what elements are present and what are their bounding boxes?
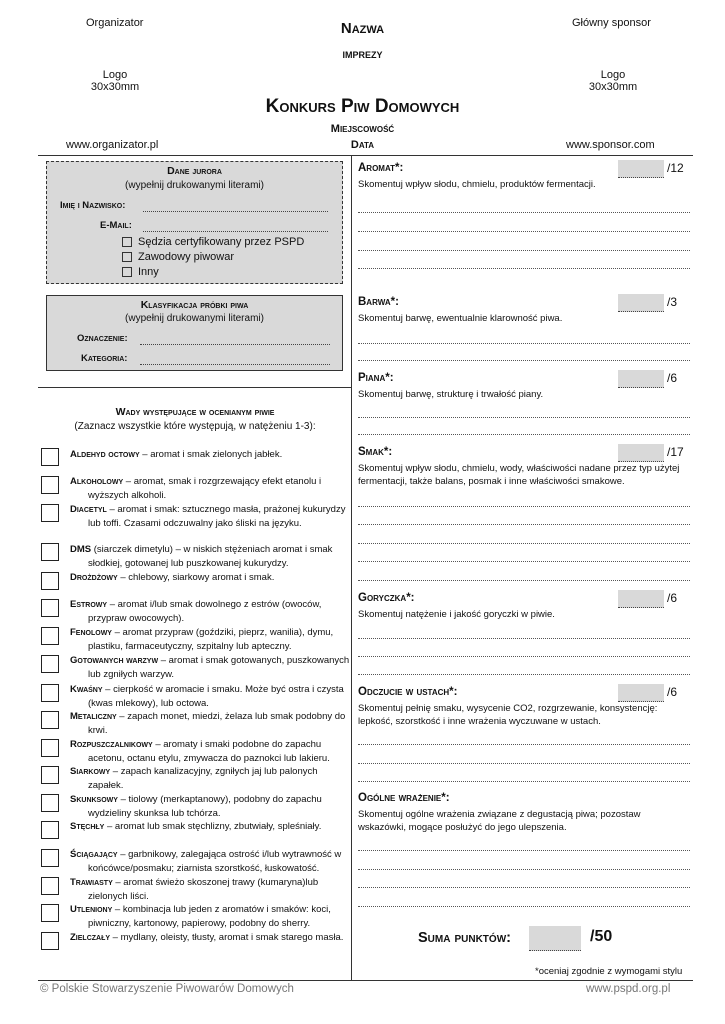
section-description-taste: Skomentuj wpływ słodu, chmielu, wody, właściwości nadane przez typ użytej fermentacji, także balans, posmak i inne właściwości smakowe.	[358, 463, 680, 487]
comment-line[interactable]	[358, 580, 690, 581]
score-max-mouthfeel: /6	[667, 685, 678, 699]
defect-name: Skunksowy	[70, 794, 118, 805]
comment-line[interactable]	[358, 561, 690, 562]
defect-checkbox[interactable]	[41, 766, 59, 784]
section-description-color: Skomentuj barwę, ewentualnie klarowność piwa.	[358, 313, 563, 324]
logo-left	[80, 69, 150, 93]
defect-checkbox[interactable]	[41, 904, 59, 922]
defect-description: – aromat i smak zielonych jabłek.	[139, 449, 283, 460]
style-note: *oceniaj zgodnie z wymogami stylu	[535, 966, 683, 977]
defect-item	[70, 475, 350, 502]
event-name-line2: imprezy	[342, 46, 383, 61]
section-description-bitterness: Skomentuj natężenie i jakość goryczki w piwie.	[358, 609, 555, 620]
defect-item	[70, 710, 350, 737]
defect-checkbox[interactable]	[41, 572, 59, 590]
score-field-foam[interactable]	[618, 370, 664, 388]
defect-item	[70, 876, 350, 903]
judge-name-field[interactable]	[143, 211, 328, 212]
defect-description: – aromat świeżo skoszonej trawy (kumaryna)lub zielonych liści.	[88, 877, 319, 902]
comment-line[interactable]	[358, 250, 690, 251]
score-max-aroma: /12	[667, 161, 684, 175]
defect-checkbox[interactable]	[41, 627, 59, 645]
comment-line[interactable]	[358, 506, 690, 507]
judge-option-label: Zawodowy piwowar	[138, 251, 234, 263]
defect-checkbox[interactable]	[41, 543, 59, 561]
total-score-field[interactable]	[529, 926, 581, 951]
judge-subtitle: (wypełnij drukowanymi literami)	[125, 180, 264, 191]
score-max-foam: /6	[667, 371, 678, 385]
defect-description: – chlebowy, siarkowy aromat i smak.	[117, 572, 275, 583]
defect-checkbox[interactable]	[41, 655, 59, 673]
defect-checkbox[interactable]	[41, 794, 59, 812]
sponsor-label: Główny sponsor	[572, 17, 651, 29]
defect-item	[70, 738, 350, 765]
defect-item	[70, 598, 350, 625]
defect-checkbox[interactable]	[41, 821, 59, 839]
left-divider	[38, 387, 352, 388]
comment-line[interactable]	[358, 417, 690, 418]
organizer-url[interactable]: www.organizator.pl	[66, 139, 159, 151]
defect-name: Gotowanych warzyw	[70, 655, 159, 666]
judge-title: Dane jurora	[167, 165, 222, 177]
sample-mark-label: Oznaczenie:	[77, 333, 128, 344]
defect-item	[70, 503, 350, 530]
defect-name: Kwaśny	[70, 684, 103, 695]
defect-description: – aromat, smak i rozgrzewający efekt etanolu i wyższych alkoholi.	[88, 476, 322, 501]
defect-item	[70, 543, 350, 570]
defect-name: Stęchły	[70, 821, 105, 832]
comment-line[interactable]	[358, 763, 690, 764]
judge-email-field[interactable]	[143, 231, 328, 232]
judge-option-other[interactable]	[122, 265, 304, 280]
defect-description: – tiolowy (merkaptanowy), podobny do zapachu wydzieliny skunksa lub tchórza.	[88, 794, 322, 819]
defect-checkbox[interactable]	[41, 877, 59, 895]
defect-item	[70, 848, 350, 875]
section-title-mouthfeel: Odczucie w ustach*:	[358, 686, 458, 698]
score-field-aroma[interactable]	[618, 160, 664, 178]
sample-category-label: Kategoria:	[81, 353, 128, 364]
defect-name: Fenolowy	[70, 627, 112, 638]
defect-checkbox[interactable]	[41, 684, 59, 702]
header-divider	[38, 155, 693, 156]
sample-mark-field[interactable]	[140, 344, 330, 345]
section-title-aroma: Aromat*:	[358, 162, 404, 174]
score-field-bitterness[interactable]	[618, 590, 664, 608]
defect-description: – aromaty i smaki podobne do zapachu acetonu, octanu etylu, zmywacza do paznokci lub lakieru.	[88, 739, 330, 764]
total-label: Suma punktów:	[418, 930, 511, 946]
defect-checkbox[interactable]	[41, 448, 59, 466]
defect-description: – aromat lub smak stęchlizny, zbutwiały, spleśniały.	[104, 821, 322, 832]
event-name-line1: Nazwa	[340, 20, 385, 37]
defect-checkbox[interactable]	[41, 476, 59, 494]
defect-description: – garbnikowy, zalegająca ostrość i/lub wytrawność w końcówce/posmaku; ziarnista szorstkość, łuskowatość.	[88, 849, 342, 874]
section-title-foam: Piana*:	[358, 372, 394, 384]
defect-description: – aromat i smak: sztucznego masła, prażonej kukurydzy lub toffi. Czasami odczuwalny jako śliski na języku.	[88, 504, 346, 529]
contest-title: Konkurs Piw Domowych	[265, 96, 460, 117]
section-description-aroma: Skomentuj wpływ słodu, chmielu, produktów fermentacji.	[358, 179, 596, 190]
defect-name: Diacetyl	[70, 504, 107, 515]
defect-description: – aromat przypraw (goździki, pieprz, wanilia), dymu, plastiku, farmaceutyczny, szpitalny lub apteczny.	[88, 627, 334, 652]
score-field-color[interactable]	[618, 294, 664, 312]
sample-subtitle: (wypełnij drukowanymi literami)	[125, 313, 264, 324]
defect-description: – cierpkość w aromacie i smaku. Może być ostra i czysta (kwas mlekowy), lub octowa.	[88, 684, 344, 709]
judge-option-label: Inny	[138, 266, 159, 278]
score-max-bitterness: /6	[667, 591, 678, 605]
defect-name: Siarkowy	[70, 766, 111, 777]
checkbox[interactable]	[122, 252, 132, 262]
defect-name: Metaliczny	[70, 711, 117, 722]
footer-divider	[38, 980, 693, 981]
date: Data	[350, 139, 375, 151]
footer-url[interactable]: www.pspd.org.pl	[586, 983, 671, 995]
section-title-color: Barwa*:	[358, 296, 399, 308]
checkbox[interactable]	[122, 237, 132, 247]
comment-line[interactable]	[358, 268, 690, 269]
section-description-mouthfeel: Skomentuj pełnię smaku, wysycenie CO2, rozgrzewanie, konsystencję: lepkość, szorstkość i inne wrażenia wyczuwane w ustach.	[358, 703, 658, 727]
footer-copyright: © Polskie Stowarzyszenie Piwowarów Domowych	[40, 983, 294, 995]
comment-line[interactable]	[358, 781, 690, 782]
logo-left-line1: Logo	[102, 69, 128, 81]
sample-category-field[interactable]	[140, 364, 330, 365]
section-description-overall: Skomentuj ogólne wrażenia związane z degustacją piwa; pozostaw wskazówki, mogące posłużyć do jego ulepszenia.	[358, 809, 641, 833]
section-title-taste: Smak*:	[358, 446, 393, 458]
defect-checkbox[interactable]	[41, 711, 59, 729]
comment-line[interactable]	[358, 343, 690, 344]
total-max: /50	[590, 928, 613, 945]
defect-checkbox[interactable]	[41, 739, 59, 757]
comment-line[interactable]	[358, 360, 690, 361]
center-divider	[351, 155, 352, 980]
defect-name: Rozpuszczalnikowy	[70, 739, 153, 750]
section-title-bitterness: Goryczka*:	[358, 592, 415, 604]
comment-line[interactable]	[358, 524, 690, 525]
sponsor-url[interactable]: www.sponsor.com	[566, 139, 655, 151]
judge-option-brewer[interactable]	[122, 250, 304, 265]
judge-option-label: Sędzia certyfikowany przez PSPD	[138, 236, 305, 248]
defect-description: (siarczek dimetylu) – w niskich stężeniach aromat i smak słodkiej, gotowanej lub puszkowanej kukurydzy.	[88, 544, 333, 569]
comment-line[interactable]	[358, 543, 690, 544]
sample-title: Klasyfikacja próbki piwa	[140, 299, 249, 311]
defects-title: Wady występujące w ocenianym piwie	[115, 406, 275, 418]
checkbox[interactable]	[122, 267, 132, 277]
comment-line[interactable]	[358, 212, 690, 213]
judge-name-label: Imię i Nazwisko:	[60, 200, 126, 211]
defect-item	[70, 448, 350, 462]
defect-name: Aldehyd octowy	[70, 449, 140, 460]
score-max-taste: /17	[667, 445, 684, 459]
logo-right	[578, 69, 648, 93]
defect-item	[70, 765, 350, 792]
comment-line[interactable]	[358, 744, 690, 745]
comment-line[interactable]	[358, 869, 690, 870]
comment-line[interactable]	[358, 906, 690, 907]
logo-left-line2: 30x30mm	[90, 81, 140, 93]
defect-description: – kombinacja lub jeden z aromatów i smaków: koci, piwniczny, kartonowy, papierowy, podobny do sherry.	[88, 904, 331, 929]
defect-checkbox[interactable]	[41, 849, 59, 867]
comment-line[interactable]	[358, 434, 690, 435]
defect-name: Zielczały	[70, 932, 111, 943]
defect-description: – zapach kanalizacyjny, zgniłych jaj lub palonych zapałek.	[88, 766, 318, 791]
defect-item	[70, 654, 350, 681]
defect-description: – zapach monet, miedzi, żelaza lub smak podobny do krwi.	[88, 711, 346, 736]
defect-name: Drożdżowy	[70, 572, 118, 583]
defect-name: Utleniony	[70, 904, 113, 915]
defect-description: – aromat i smak gotowanych, puszkowanych lub zgniłych warzyw.	[88, 655, 350, 680]
defect-item	[70, 571, 350, 585]
defect-item	[70, 793, 350, 820]
defect-name: Estrowy	[70, 599, 108, 610]
judge-email-label: E-Mail:	[100, 220, 132, 231]
defect-name: Ściągający	[70, 849, 118, 860]
comment-line[interactable]	[358, 850, 690, 851]
comment-line[interactable]	[358, 656, 690, 657]
defect-checkbox[interactable]	[41, 932, 59, 950]
defect-checkbox[interactable]	[41, 599, 59, 617]
defect-name: Trawiasty	[70, 877, 113, 888]
score-field-taste[interactable]	[618, 444, 664, 462]
section-title-overall: Ogólne wrażenie*:	[358, 792, 450, 804]
defects-subtitle: (Zaznacz wszystkie które występują, w natężeniu 1-3):	[74, 421, 316, 432]
defect-item	[70, 820, 350, 834]
comment-line[interactable]	[358, 674, 690, 675]
defect-description: – aromat i/lub smak dowolnego z estrów (owoców, przypraw owocowych).	[88, 599, 322, 624]
score-field-mouthfeel[interactable]	[618, 684, 664, 702]
comment-line[interactable]	[358, 638, 690, 639]
comment-line[interactable]	[358, 231, 690, 232]
judge-options	[122, 235, 304, 280]
organizer-label: Organizator	[86, 17, 144, 29]
defect-checkbox[interactable]	[41, 504, 59, 522]
logo-right-line1: Logo	[600, 69, 626, 81]
score-max-color: /3	[667, 295, 678, 309]
defect-item	[70, 683, 350, 710]
defect-item	[70, 903, 350, 930]
location: Miejscowość	[330, 123, 395, 135]
logo-right-line2: 30x30mm	[588, 81, 638, 93]
section-description-foam: Skomentuj barwę, strukturę i trwałość piany.	[358, 389, 544, 400]
defect-name: Alkoholowy	[70, 476, 124, 487]
defect-description: – mydlany, oleisty, tłusty, aromat i smak starego masła.	[110, 932, 344, 943]
defect-item	[70, 931, 350, 945]
comment-line[interactable]	[358, 887, 690, 888]
judge-option-certified[interactable]	[122, 235, 304, 250]
defect-name: DMS	[70, 544, 92, 555]
defect-item	[70, 626, 350, 653]
